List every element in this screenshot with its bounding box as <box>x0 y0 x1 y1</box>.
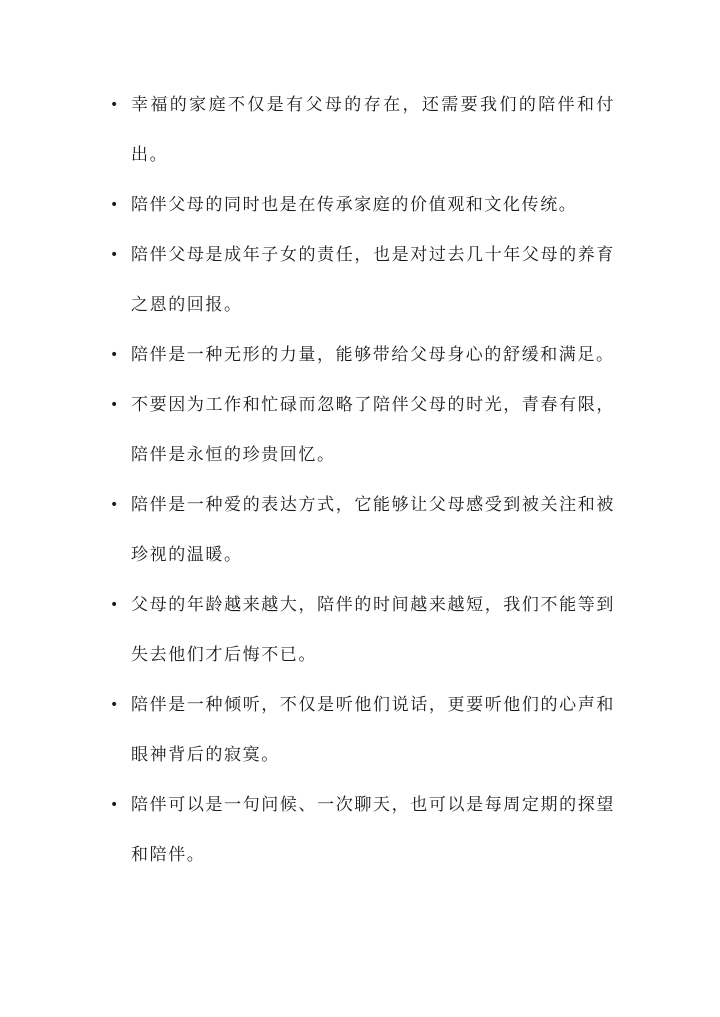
list-item <box>0 780 615 880</box>
list-item-text: 陪伴可以是一句问候、一次聊天，也可以是每周定期的探望和陪伴。 <box>131 795 615 865</box>
list-item <box>0 580 615 680</box>
bullet-icon: • <box>110 697 120 713</box>
list-item-text: 陪伴父母的同时也是在传承家庭的价值观和文化传统。 <box>131 195 578 215</box>
list-item-text: 幸福的家庭不仅是有父母的存在，还需要我们的陪伴和付出。 <box>131 95 615 165</box>
list-item-text: 父母的年龄越来越大，陪伴的时间越来越短，我们不能等到失去他们才后悔不已。 <box>131 595 615 665</box>
list-item <box>0 380 615 480</box>
list-item <box>0 480 615 580</box>
bullet-icon: • <box>110 197 120 213</box>
list-item-text: 陪伴父母是成年子女的责任，也是对过去几十年父母的养育之恩的回报。 <box>131 245 615 315</box>
list-item <box>0 230 615 330</box>
list-item-text: 陪伴是一种倾听，不仅是听他们说话，更要听他们的心声和眼神背后的寂寞。 <box>131 695 615 765</box>
list-item <box>0 680 615 780</box>
list-item <box>0 80 615 180</box>
bullet-icon: • <box>110 797 120 813</box>
list-item <box>0 180 615 230</box>
list-item-text: 陪伴是一种爱的表达方式，它能够让父母感受到被关注和被珍视的温暖。 <box>131 495 615 565</box>
bullet-icon: • <box>110 397 120 413</box>
bullet-icon: • <box>110 97 120 113</box>
bullet-icon: • <box>110 497 120 513</box>
bullet-icon: • <box>110 597 120 613</box>
bullet-list <box>0 80 720 880</box>
list-item-text: 陪伴是一种无形的力量，能够带给父母身心的舒缓和满足。 <box>131 345 615 365</box>
list-item <box>0 330 615 380</box>
list-item-text: 不要因为工作和忙碌而忽略了陪伴父母的时光，青春有限，陪伴是永恒的珍贵回忆。 <box>131 395 615 465</box>
bullet-icon: • <box>110 247 120 263</box>
bullet-icon: • <box>110 347 120 363</box>
